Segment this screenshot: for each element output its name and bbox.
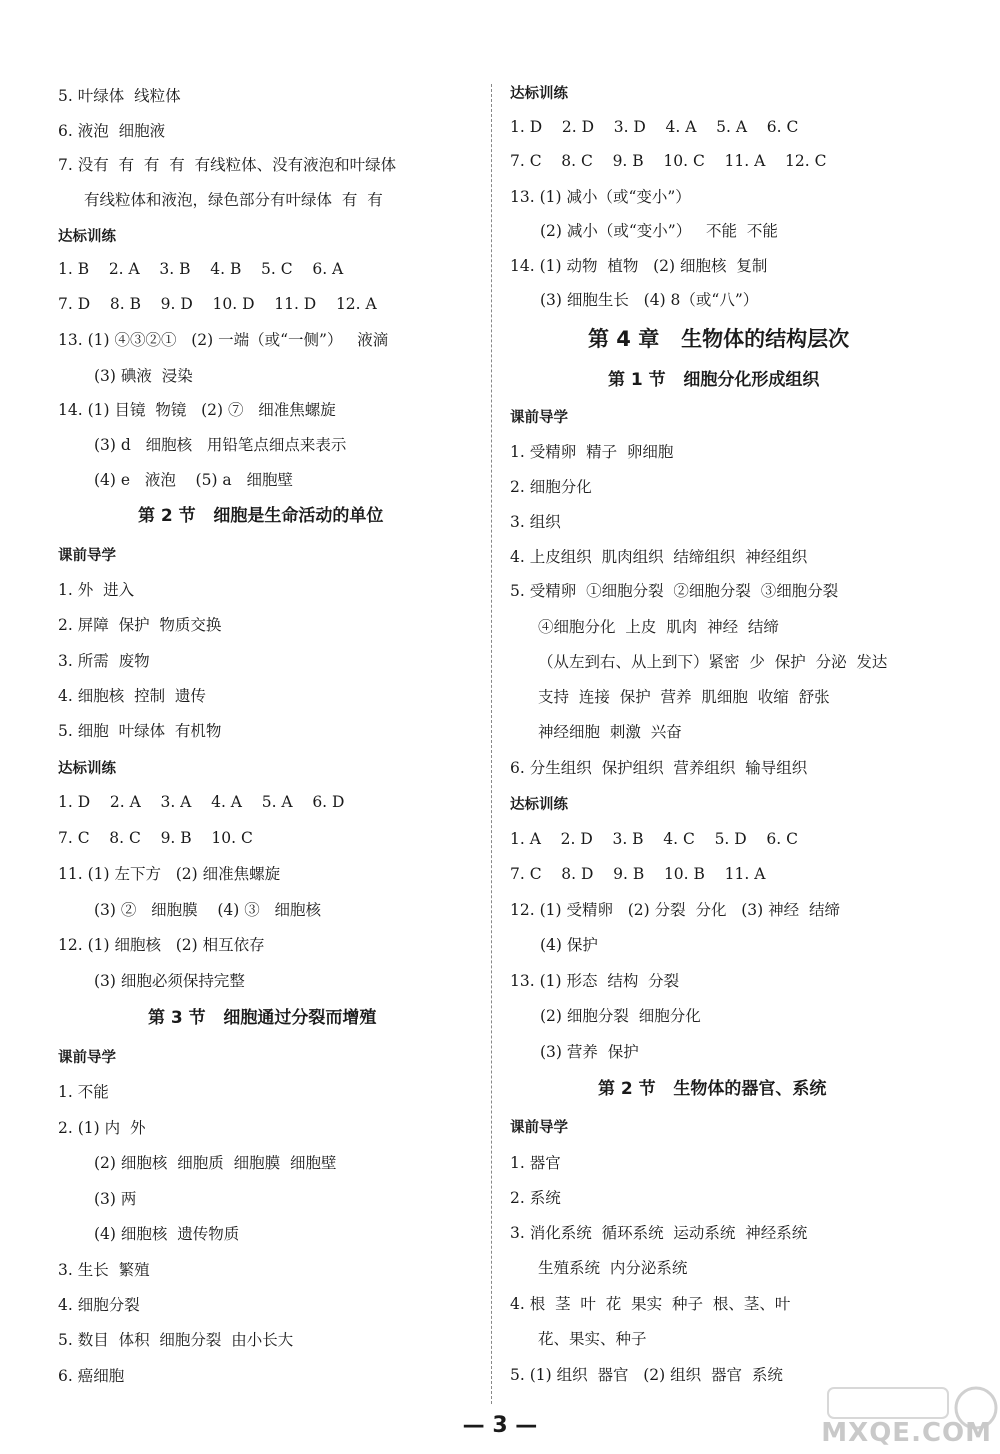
answer-line: 7. D 8. B 9. D 10. D 11. D 12. A xyxy=(58,295,377,313)
answer-line: ④细胞分化 上皮 肌肉 神经 结缔 xyxy=(538,618,779,636)
answer-line: 花、果实、种子 xyxy=(538,1330,647,1348)
answer-line: 5. 受精卵 ①细胞分裂 ②细胞分裂 ③细胞分裂 xyxy=(510,582,839,600)
answer-line: 3. 消化系统 循环系统 运动系统 神经系统 xyxy=(510,1224,808,1242)
answer-line: 1. 受精卵 精子 卵细胞 xyxy=(510,443,674,461)
answer-line: 5. 叶绿体 线粒体 xyxy=(58,87,181,105)
answer-line: 7. C 8. C 9. B 10. C 11. A 12. C xyxy=(510,152,827,170)
column-divider xyxy=(491,84,492,1404)
answer-line: 1. D 2. A 3. A 4. A 5. A 6. D xyxy=(58,793,345,811)
answer-line: 1. 器官 xyxy=(510,1154,561,1172)
answer-line: (3) 两 xyxy=(94,1190,137,1208)
answer-line: 1. 外 进入 xyxy=(58,581,135,599)
answer-line: 13. (1) 减小（或“变小”） xyxy=(510,188,691,206)
answer-line: 神经细胞 刺激 兴奋 xyxy=(538,723,682,741)
subsection-heading: 课前导学 xyxy=(58,548,116,564)
page-number: — 3 — xyxy=(462,1413,538,1438)
answer-line: 7. C 8. D 9. B 10. B 11. A xyxy=(510,865,766,883)
subsection-heading: 达标训练 xyxy=(510,797,568,813)
answer-line: 12. (1) 受精卵 (2) 分裂 分化 (3) 神经 结缔 xyxy=(510,901,840,919)
answer-line: 2. (1) 内 外 xyxy=(58,1119,146,1137)
answer-line: 13. (1) 形态 结构 分裂 xyxy=(510,972,680,990)
answer-line: 4. 细胞核 控制 遗传 xyxy=(58,687,206,705)
answer-line: 4. 根 茎 叶 花 果实 种子 根、茎、叶 xyxy=(510,1295,791,1313)
answer-line: （从左到右、从上到下）紧密 少 保护 分泌 发达 xyxy=(538,653,888,671)
answer-line: 4. 细胞分裂 xyxy=(58,1296,140,1314)
answer-line: (2) 细胞核 细胞质 细胞膜 细胞壁 xyxy=(94,1154,337,1172)
answer-line: 支持 连接 保护 营养 肌细胞 收缩 舒张 xyxy=(538,688,830,706)
answer-line: (3) d 细胞核 用铅笔点细点来表示 xyxy=(94,436,347,454)
answer-line: (3) 营养 保护 xyxy=(540,1043,639,1061)
subsection-heading: 课前导学 xyxy=(58,1050,116,1066)
answer-line: (4) 细胞核 遗传物质 xyxy=(94,1225,240,1243)
answer-line: 6. 液泡 细胞液 xyxy=(58,122,166,140)
answer-line: 6. 癌细胞 xyxy=(58,1367,125,1385)
answer-line: (3) 细胞必须保持完整 xyxy=(94,972,245,990)
answer-line: 6. 分生组织 保护组织 营养组织 输导组织 xyxy=(510,759,808,777)
subsection-heading: 课前导学 xyxy=(510,1120,568,1136)
watermark-text: MXQE.COM xyxy=(821,1418,992,1448)
section-title: 第 2 节 生物体的器官、系统 xyxy=(598,1079,827,1099)
section-title: 第 1 节 细胞分化形成组织 xyxy=(608,370,820,390)
answer-line: 有线粒体和液泡，绿色部分有叶绿体 有 有 xyxy=(84,191,383,209)
answer-line: 3. 生长 繁殖 xyxy=(58,1261,150,1279)
subsection-heading: 达标训练 xyxy=(510,86,568,102)
subsection-heading: 达标训练 xyxy=(58,229,116,245)
answer-line: 生殖系统 内分泌系统 xyxy=(538,1259,688,1277)
chapter-title: 第 4 章 生物体的结构层次 xyxy=(588,327,850,351)
answer-line: 2. 系统 xyxy=(510,1189,561,1207)
answer-line: (4) e 液泡 (5) a 细胞壁 xyxy=(94,471,293,489)
answer-line: 1. A 2. D 3. B 4. C 5. D 6. C xyxy=(510,830,798,848)
answer-line: 4. 上皮组织 肌肉组织 结缔组织 神经组织 xyxy=(510,548,808,566)
answer-line: 1. 不能 xyxy=(58,1083,109,1101)
answer-line: 5. 数目 体积 细胞分裂 由小长大 xyxy=(58,1331,294,1349)
answer-line: (3) 碘液 浸染 xyxy=(94,367,193,385)
answer-line: 1. D 2. D 3. D 4. A 5. A 6. C xyxy=(510,118,799,136)
answer-line: 12. (1) 细胞核 (2) 相互依存 xyxy=(58,936,265,954)
answer-line: (2) 减小（或“变小”） 不能 不能 xyxy=(540,222,778,240)
answer-line: (2) 细胞分裂 细胞分化 xyxy=(540,1007,701,1025)
answer-line: 7. 没有 有 有 有 有线粒体、没有液泡和叶绿体 xyxy=(58,156,397,174)
answer-line: (3) ② 细胞膜 (4) ③ 细胞核 xyxy=(94,901,322,919)
answer-line: 2. 细胞分化 xyxy=(510,478,592,496)
answer-line: 5. (1) 组织 器官 (2) 组织 器官 系统 xyxy=(510,1366,783,1384)
subsection-heading: 达标训练 xyxy=(58,761,116,777)
answer-line: (4) 保护 xyxy=(540,936,598,954)
answer-line: 14. (1) 动物 植物 (2) 细胞核 复制 xyxy=(510,257,768,275)
answer-line: 1. B 2. A 3. B 4. B 5. C 6. A xyxy=(58,260,344,278)
answer-line: 3. 所需 废物 xyxy=(58,652,150,670)
answer-line: 2. 屏障 保护 物质交换 xyxy=(58,616,222,634)
answer-line: 11. (1) 左下方 (2) 细准焦螺旋 xyxy=(58,865,281,883)
answer-line: 5. 细胞 叶绿体 有机物 xyxy=(58,722,222,740)
section-title: 第 3 节 细胞通过分裂而增殖 xyxy=(148,1008,377,1028)
answer-line: (3) 细胞生长 (4) 8（或“八”） xyxy=(540,291,759,309)
subsection-heading: 课前导学 xyxy=(510,410,568,426)
answer-line: 14. (1) 目镜 物镜 (2) ⑦ 细准焦螺旋 xyxy=(58,401,336,419)
answer-line: 3. 组织 xyxy=(510,513,561,531)
answer-line: 13. (1) ④③②① (2) 一端（或“一侧”） 液滴 xyxy=(58,331,389,349)
watermark-logo xyxy=(808,1382,998,1450)
answer-line: 7. C 8. C 9. B 10. C xyxy=(58,829,253,847)
section-title: 第 2 节 细胞是生命活动的单位 xyxy=(138,506,384,526)
